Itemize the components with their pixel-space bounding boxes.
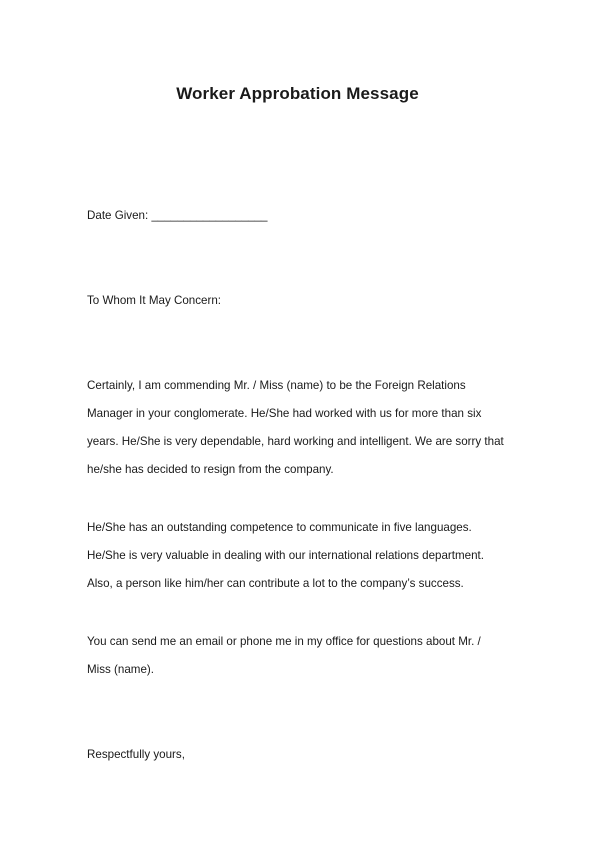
document-title: Worker Approbation Message bbox=[176, 84, 419, 103]
paragraph-1-line-1: Certainly, I am commending Mr. / Miss (name) to be the Foreign Relations bbox=[87, 379, 466, 392]
paragraph-1-line-4: he/she has decided to resign from the company. bbox=[87, 463, 334, 476]
closing: Respectfully yours, bbox=[87, 748, 185, 761]
paragraph-2-line-2: He/She is very valuable in dealing with our international relations department. bbox=[87, 549, 484, 562]
paragraph-1-line-3: years. He/She is very dependable, hard working and intelligent. We are sorry that bbox=[87, 435, 504, 448]
salutation: To Whom It May Concern: bbox=[87, 294, 222, 307]
paragraph-1-line-2: Manager in your conglomerate. He/She had worked with us for more than six bbox=[87, 407, 482, 420]
paragraph-2-line-1: He/She has an outstanding competence to communicate in five languages. bbox=[87, 521, 472, 534]
date-given-line: Date Given: __________________ bbox=[87, 209, 268, 222]
paragraph-2-line-3: Also, a person like him/her can contribute a lot to the company’s success. bbox=[87, 577, 464, 590]
paragraph-3-line-2: Miss (name). bbox=[87, 663, 154, 676]
paragraph-3-line-1: You can send me an email or phone me in my office for questions about Mr. / bbox=[87, 635, 481, 648]
